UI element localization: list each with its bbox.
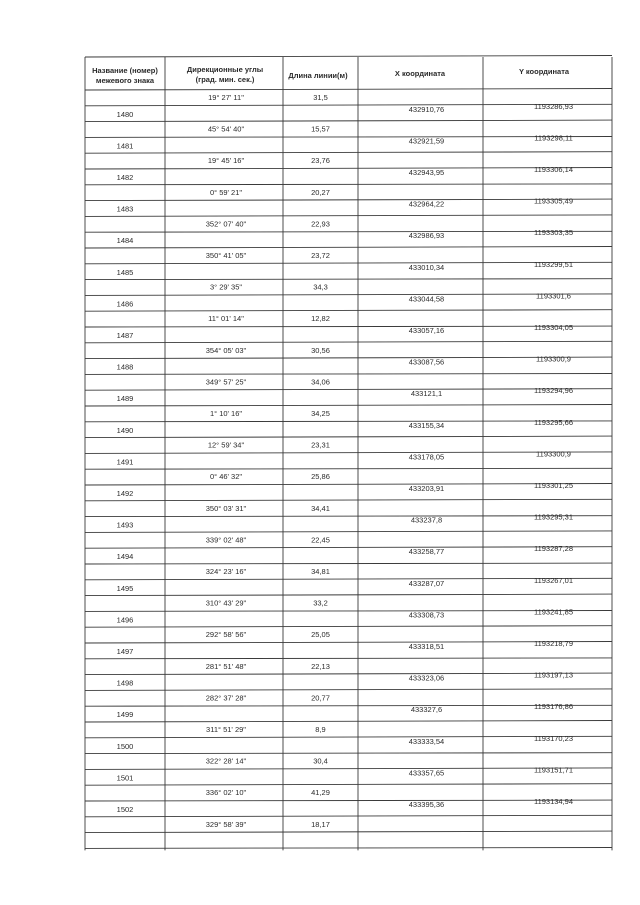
x-coordinate-cell: 433178,05 — [408, 452, 445, 462]
line-length-cell: 22,93 — [311, 219, 330, 229]
boundary-mark-name-cell: 1495 — [116, 583, 134, 593]
x-coordinate-cell: 433044,58 — [408, 294, 445, 304]
y-coordinate-cell: 1193170,23 — [533, 733, 574, 743]
x-coordinate-cell: 433327,6 — [410, 705, 443, 715]
direction-angle-cell: 11° 01' 14" — [208, 314, 244, 324]
direction-angle-cell: 329° 58' 39" — [205, 819, 247, 829]
x-coordinate-cell: 433287,07 — [408, 578, 445, 588]
x-coordinate-cell: 433357,65 — [408, 768, 445, 778]
boundary-mark-name-cell: 1487 — [116, 331, 134, 340]
y-coordinate-cell: 1193301,6 — [536, 291, 571, 301]
x-coordinate-cell: 432910,76 — [408, 104, 445, 114]
boundary-mark-name-cell: 1480 — [116, 109, 134, 119]
direction-angle-cell: 311° 51' 29" — [206, 725, 246, 734]
direction-angle-cell: 1° 10' 16" — [209, 409, 243, 418]
x-coordinate-cell: 433010,34 — [408, 262, 445, 272]
header-name-line1: Название (номер) — [92, 66, 158, 75]
direction-angle-cell: 3° 29' 35" — [209, 282, 243, 292]
line-length-cell: 23,76 — [311, 156, 330, 166]
y-coordinate-cell: 1193300,9 — [536, 354, 571, 364]
boundary-mark-name-cell: 1486 — [116, 299, 134, 309]
y-coordinate-cell: 1193267,01 — [533, 575, 574, 585]
boundary-mark-name-cell: 1493 — [116, 520, 134, 530]
boundary-mark-name-cell: 1500 — [116, 741, 134, 751]
boundary-mark-name-cell: 1491 — [116, 457, 134, 467]
direction-angle-cell: 19° 27' 11" — [208, 93, 244, 102]
boundary-mark-name-cell: 1483 — [116, 204, 134, 214]
line-length-cell: 12,82 — [311, 314, 330, 324]
line-length-cell: 15,57 — [311, 124, 330, 134]
y-coordinate-cell: 1193300,9 — [536, 449, 571, 459]
y-coordinate-cell: 1193304,05 — [533, 323, 574, 332]
header-x-coordinate: X координата — [394, 69, 446, 78]
line-length-cell: 34,81 — [311, 567, 330, 576]
direction-angle-cell: 339° 02' 48" — [205, 535, 247, 545]
line-length-cell: 8,9 — [315, 725, 326, 734]
direction-angle-cell: 19° 45' 16" — [207, 156, 245, 166]
direction-angle-cell: 12° 59' 34" — [207, 440, 245, 450]
direction-angle-cell: 292° 58' 56" — [205, 630, 247, 640]
x-coordinate-cell: 433318,51 — [408, 642, 445, 651]
y-coordinate-cell: 1193303,35 — [533, 228, 574, 238]
line-length-cell: 22,13 — [311, 661, 330, 671]
boundary-mark-name-cell: 1488 — [116, 362, 134, 372]
y-coordinate-cell: 1193299,51 — [533, 259, 574, 269]
boundary-mark-name-cell: 1484 — [116, 236, 134, 246]
line-length-cell: 34,25 — [311, 409, 330, 418]
header-y-coordinate: Y координата — [518, 67, 570, 76]
line-length-cell: 25,05 — [311, 630, 330, 640]
header-angle-line1: Дирекционные углы — [186, 65, 264, 74]
direction-angle-cell: 282° 37' 28" — [205, 693, 247, 703]
line-length-cell: 30,56 — [311, 345, 330, 355]
x-coordinate-cell: 433087,56 — [408, 357, 445, 367]
x-coordinate-cell: 433121,1 — [410, 389, 443, 399]
x-coordinate-cell: 432964,22 — [408, 199, 445, 209]
x-coordinate-cell: 433155,34 — [408, 420, 445, 430]
line-length-cell: 30,4 — [313, 756, 328, 766]
boundary-mark-name-cell: 1482 — [116, 173, 134, 182]
line-length-cell: 20,77 — [311, 693, 330, 703]
direction-angle-cell: 354° 05' 03" — [205, 345, 247, 355]
direction-angle-cell: 0° 59' 21" — [209, 187, 243, 197]
x-coordinate-cell: 433395,36 — [408, 800, 445, 809]
boundary-mark-name-cell: 1490 — [116, 425, 134, 435]
line-length-cell: 18,17 — [311, 819, 330, 829]
direction-angle-cell: 322° 28' 14" — [205, 756, 247, 766]
boundary-mark-name-cell: 1492 — [116, 489, 134, 498]
x-coordinate-cell: 433323,06 — [408, 673, 445, 683]
y-coordinate-cell: 1193306,14 — [533, 165, 574, 174]
boundary-mark-name-cell: 1502 — [116, 805, 134, 814]
boundary-mark-name-cell: 1494 — [116, 552, 134, 562]
header-name-line2: межевого знака — [95, 76, 155, 85]
x-coordinate-cell: 432943,95 — [408, 168, 445, 177]
line-length-cell: 22,45 — [311, 535, 330, 545]
line-length-cell: 31,5 — [313, 93, 328, 102]
boundary-mark-name-cell: 1485 — [116, 267, 134, 277]
direction-angle-cell: 45° 54' 40" — [207, 124, 245, 134]
y-coordinate-cell: 1193218,79 — [533, 639, 574, 648]
line-length-cell: 33,2 — [313, 598, 328, 608]
line-length-cell: 23,31 — [311, 440, 330, 450]
direction-angle-cell: 350° 41' 05" — [205, 251, 247, 260]
x-coordinate-cell: 433057,16 — [408, 326, 445, 335]
y-coordinate-cell: 1193295,31 — [533, 512, 574, 522]
y-coordinate-cell: 1193151,71 — [533, 765, 574, 775]
boundary-mark-name-cell: 1481 — [116, 141, 134, 151]
y-coordinate-cell: 1193241,85 — [533, 607, 574, 617]
x-coordinate-cell: 433237,8 — [410, 515, 443, 525]
direction-angle-cell: 350° 03' 31" — [205, 503, 247, 513]
direction-angle-cell: 0° 46' 32" — [209, 472, 243, 482]
boundary-mark-name-cell: 1496 — [116, 615, 134, 625]
boundary-mark-name-cell: 1501 — [116, 773, 134, 783]
y-coordinate-cell: 1193197,13 — [533, 670, 574, 680]
line-length-cell: 34,41 — [311, 503, 330, 513]
y-coordinate-cell: 1193287,28 — [533, 544, 574, 554]
x-coordinate-cell: 433258,77 — [408, 547, 445, 557]
x-coordinate-cell: 432986,93 — [408, 231, 445, 241]
line-length-cell: 34,06 — [311, 377, 330, 387]
line-length-cell: 41,29 — [311, 788, 330, 798]
line-length-cell: 25,86 — [311, 472, 330, 482]
y-coordinate-cell: 1193176,86 — [533, 702, 574, 712]
line-length-cell: 23,72 — [311, 251, 330, 260]
direction-angle-cell: 281° 51' 48" — [205, 661, 247, 671]
boundary-mark-name-cell: 1489 — [116, 394, 134, 404]
x-coordinate-cell: 433333,54 — [408, 736, 445, 746]
y-coordinate-cell: 1193294,96 — [533, 386, 574, 396]
boundary-mark-name-cell: 1497 — [116, 647, 134, 656]
x-coordinate-cell: 433203,91 — [408, 484, 445, 493]
boundary-mark-name-cell: 1499 — [116, 710, 134, 720]
direction-angle-cell: 336° 02' 10" — [205, 788, 247, 798]
direction-angle-cell: 310° 43' 29" — [205, 598, 247, 608]
header-length: Длина линии(м) — [288, 71, 348, 80]
boundary-mark-name-cell: 1498 — [116, 678, 134, 688]
direction-angle-cell: 352° 07' 40" — [205, 219, 247, 229]
direction-angle-cell: 324° 23' 16" — [205, 567, 247, 576]
y-coordinate-cell: 1193298,11 — [534, 133, 573, 143]
line-length-cell: 20,27 — [311, 187, 330, 197]
y-coordinate-cell: 1193295,66 — [533, 417, 574, 427]
y-coordinate-cell: 1193305,49 — [533, 196, 574, 206]
y-coordinate-cell: 1193134,94 — [533, 797, 574, 806]
x-coordinate-cell: 432921,59 — [408, 136, 445, 146]
y-coordinate-cell: 1193301,25 — [533, 481, 574, 490]
x-coordinate-cell: 433308,73 — [408, 610, 445, 620]
direction-angle-cell: 349° 57' 25" — [205, 377, 247, 387]
line-length-cell: 34,3 — [313, 282, 328, 292]
y-coordinate-cell: 1193286,93 — [533, 101, 574, 111]
header-angle-line2: (град. мин. сек.) — [195, 75, 255, 84]
